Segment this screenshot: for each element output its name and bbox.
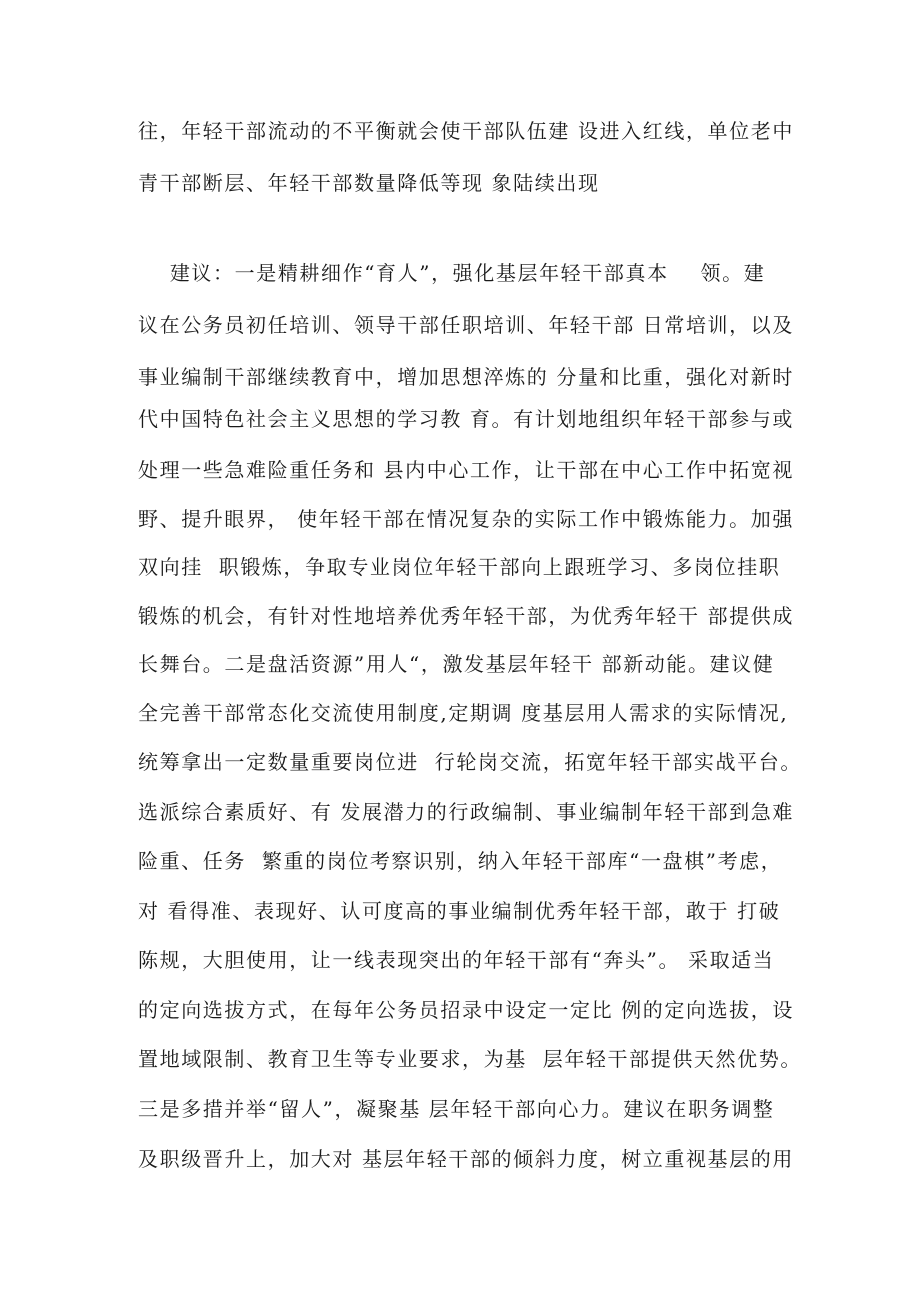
text-line: 议在公务员初任培训、领导干部任职培训、年轻干部 日常培训，以及 — [138, 313, 794, 337]
text-line: 险重、任务 繁重的岗位考察识别，纳入年轻干部库“一盘棋”考虑， — [138, 849, 783, 873]
text-line: 青干部断层、年轻干部数量降低等现 象陆续出现 — [138, 171, 600, 195]
text-line: 双向挂 职锻炼，争取专业岗位年轻干部向上跟班学习、多岗位挂职 — [138, 555, 781, 579]
text-line: 对 看得准、表现好、认可度高的事业编制优秀年轻干部，敢于 打破 — [138, 899, 781, 923]
text-line: 全完善干部常态化交流使用制度,定期调 度基层用人需求的实际情况, — [138, 701, 789, 725]
text-line: 野、提升眼界， 使年轻干部在情况复杂的实际工作中锻炼能力。加强 — [138, 507, 794, 531]
text-line: 代中国特色社会主义思想的学习教 育。有计划地组织年轻干部参与或 — [138, 407, 794, 431]
text-line: 陈规，大胆使用，让一线表现突出的年轻干部有“奔头”。 采取适当 — [138, 948, 775, 972]
text-line: 的定向选拔方式，在每年公务员招录中设定一定比 例的定向选拔，设 — [138, 998, 794, 1022]
text-line: 选派综合素质好、有 发展潜力的行政编制、事业编制年轻干部到急难 — [138, 800, 794, 824]
text-line: 建议：一是精耕细作“育人”，强化基层年轻干部真本 领。建 — [138, 261, 766, 285]
text-line: 置地域限制、教育卫生等专业要求，为基 层年轻干部提供天然优势。 — [138, 1047, 802, 1071]
text-line: 及职级晋升上，加大对 基层年轻干部的倾斜力度，树立重视基层的用 — [138, 1147, 794, 1171]
text-line: 统筹拿出一定数量重要岗位进 行轮岗交流，拓宽年轻干部实战平台。 — [138, 750, 802, 774]
text-line: 往，年轻干部流动的不平衡就会使干部队伍建 设进入红线，单位老中 — [138, 119, 794, 143]
text-line: 锻炼的机会，有针对性地培养优秀年轻干部，为优秀年轻干 部提供成 — [138, 604, 794, 628]
text-line: 长舞台。二是盘活资源”用人“，激发基层年轻干 部新动能。建议健 — [138, 652, 775, 676]
text-line: 处理一些急难险重任务和 县内中心工作，让干部在中心工作中拓宽视 — [138, 458, 794, 482]
text-line: 事业编制干部继续教育中，增加思想淬炼的 分量和比重，强化对新时 — [138, 365, 794, 389]
text-line: 三是多措并举“留人”，凝聚基 层年轻干部向心力。建议在职务调整 — [138, 1097, 775, 1121]
